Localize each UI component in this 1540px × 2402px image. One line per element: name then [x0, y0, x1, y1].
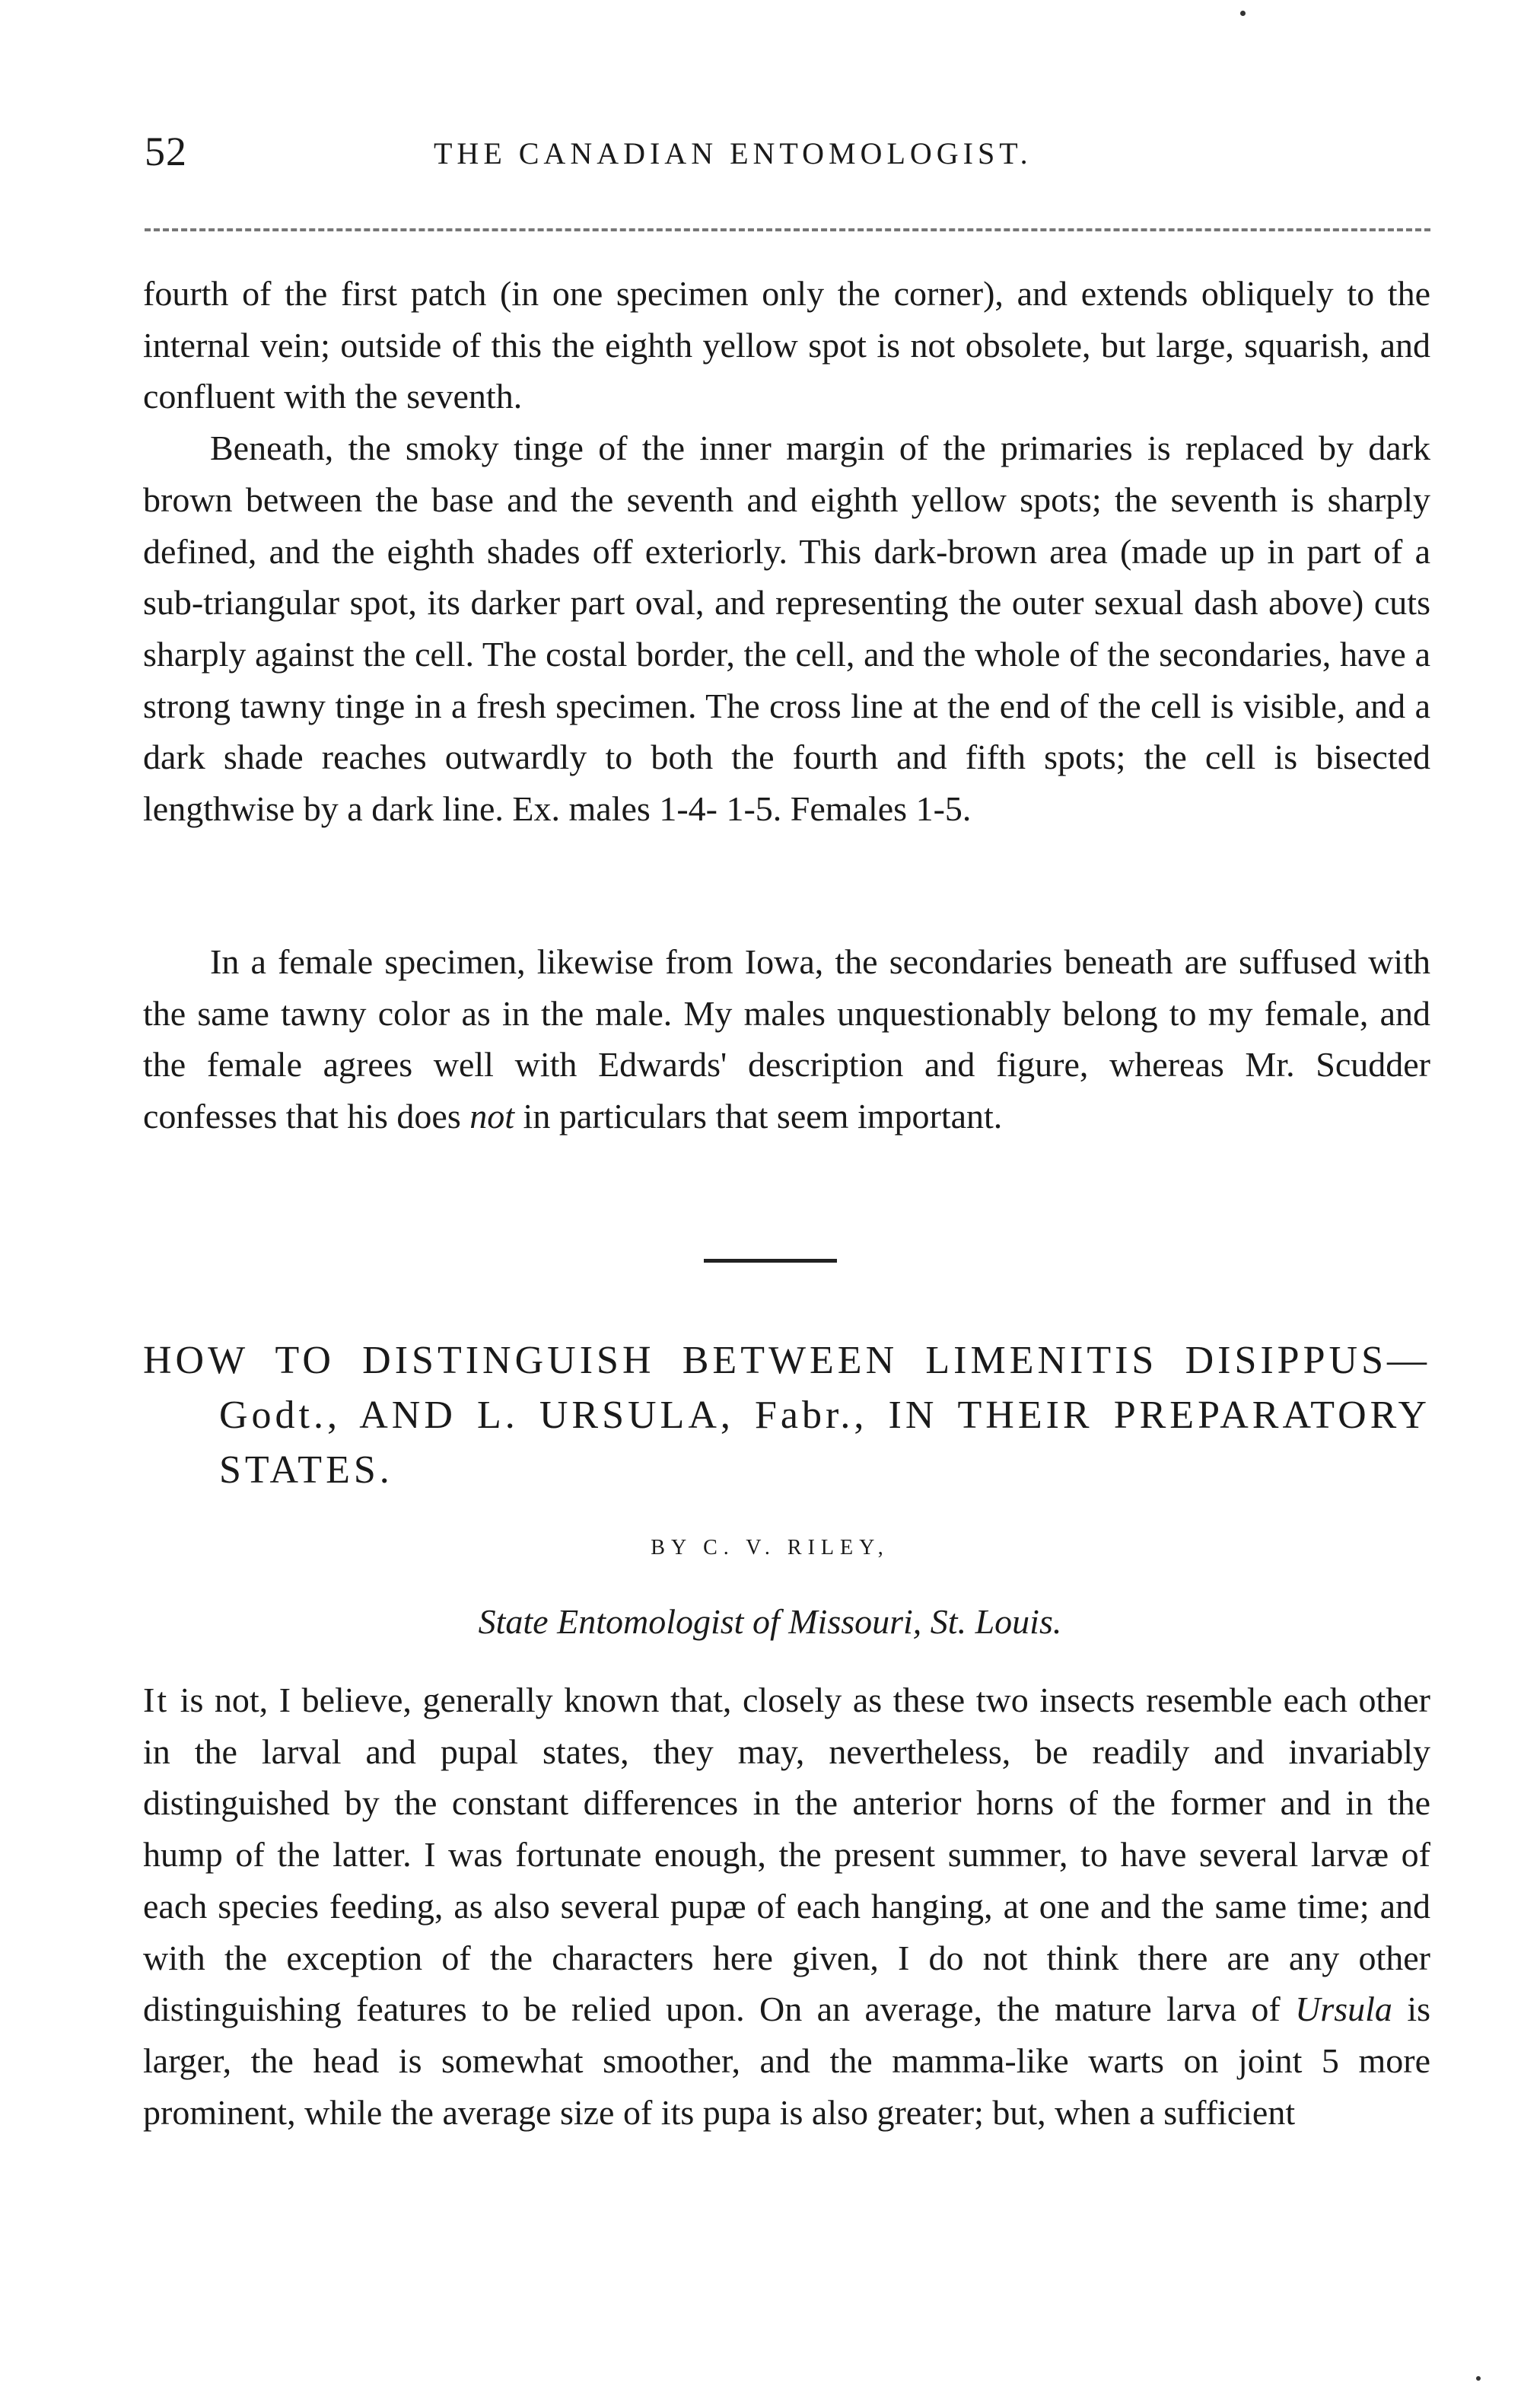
section-divider	[704, 1259, 837, 1263]
paragraph-text: is larger, the head is somewhat smoother, and the mamma-like warts on joint 5 more prominent, while the average size of its pupa is also greater; but, when a sufficient	[143, 1989, 1430, 2132]
paragraph: fourth of the first patch (in one specimen only the corner), and extends obliquely to the internal vein; outside of this the eighth yellow spot is not obsolete, but large, squarish, and confluent with the seventh.	[143, 274, 1430, 416]
paragraph-text: in particulars that seem important.	[514, 1097, 1003, 1136]
speck-mark	[1476, 2376, 1481, 2381]
closing-paragraph	[143, 936, 1430, 1142]
species-name: Ursula	[1295, 1989, 1392, 2029]
article-byline: BY C. V. RILEY,	[651, 1536, 889, 1559]
speck-mark	[1240, 11, 1246, 16]
page-header	[145, 128, 1430, 189]
author-affiliation: State Entomologist of Missouri, St. Louis.	[478, 1602, 1062, 1641]
paragraph	[143, 936, 1430, 1142]
opening-word: It	[143, 1680, 170, 1719]
paragraph-text: In a female specimen, likewise from Iowa, the secondaries beneath are suffused with the same tawny color as in the male. My males unquestionably belong to my female, and the female agrees well with Edwards' description and figure, whereas Mr. Scudder confesses that his does	[143, 942, 1430, 1136]
continued-text	[143, 268, 1430, 835]
paragraph-text: is not, I believe, generally known that, closely as these two insects resemble each other in the larval and pupal states, they may, nevertheless, be readily and invariably distinguished by the constant differences in the anterior horns of the former and in the hump of the latter. I was fortunate enough, the present summer, to have several larvæ of each species feeding, as also several pupæ of each hanging, at one and the same time; and with the exception of the characters here given, I do not think there are any other distinguishing features to be relied upon. On an average, the mature larva of	[143, 1680, 1430, 2029]
header-rule	[145, 228, 1430, 231]
emphasis: not	[469, 1097, 515, 1136]
page-number: 52	[145, 129, 187, 174]
paragraph	[143, 1674, 1430, 2138]
paragraph: Beneath, the smoky tinge of the inner margin of the primaries is replaced by dark brown between the base and the seventh and eighth yellow spots; the seventh is sharply defined, and the eighth shades off exteriorly. This dark-brown area (made up in part of a sub-triangular spot, its darker part oval, and representing the outer sexual dash above) cuts sharply against the cell. The costal border, the cell, and the whole of the secondaries, have a strong tawny tinge in a fresh specimen. The cross line at the end of the cell is visible, and a dark shade reaches outwardly to both the fourth and fifth spots; the cell is bisected lengthwise by a dark line. Ex. males 1-4- 1-5. Females 1-5.	[143, 428, 1430, 829]
running-title: THE CANADIAN ENTOMOLOGIST.	[434, 136, 1032, 170]
article-body	[143, 1674, 1430, 2138]
article-title: HOW TO DISTINGUISH BETWEEN LIMENITIS DISIPPUS— Godt., AND L. URSULA, Fabr., IN THEIR PREPARATORY STATES.	[143, 1339, 1430, 1492]
